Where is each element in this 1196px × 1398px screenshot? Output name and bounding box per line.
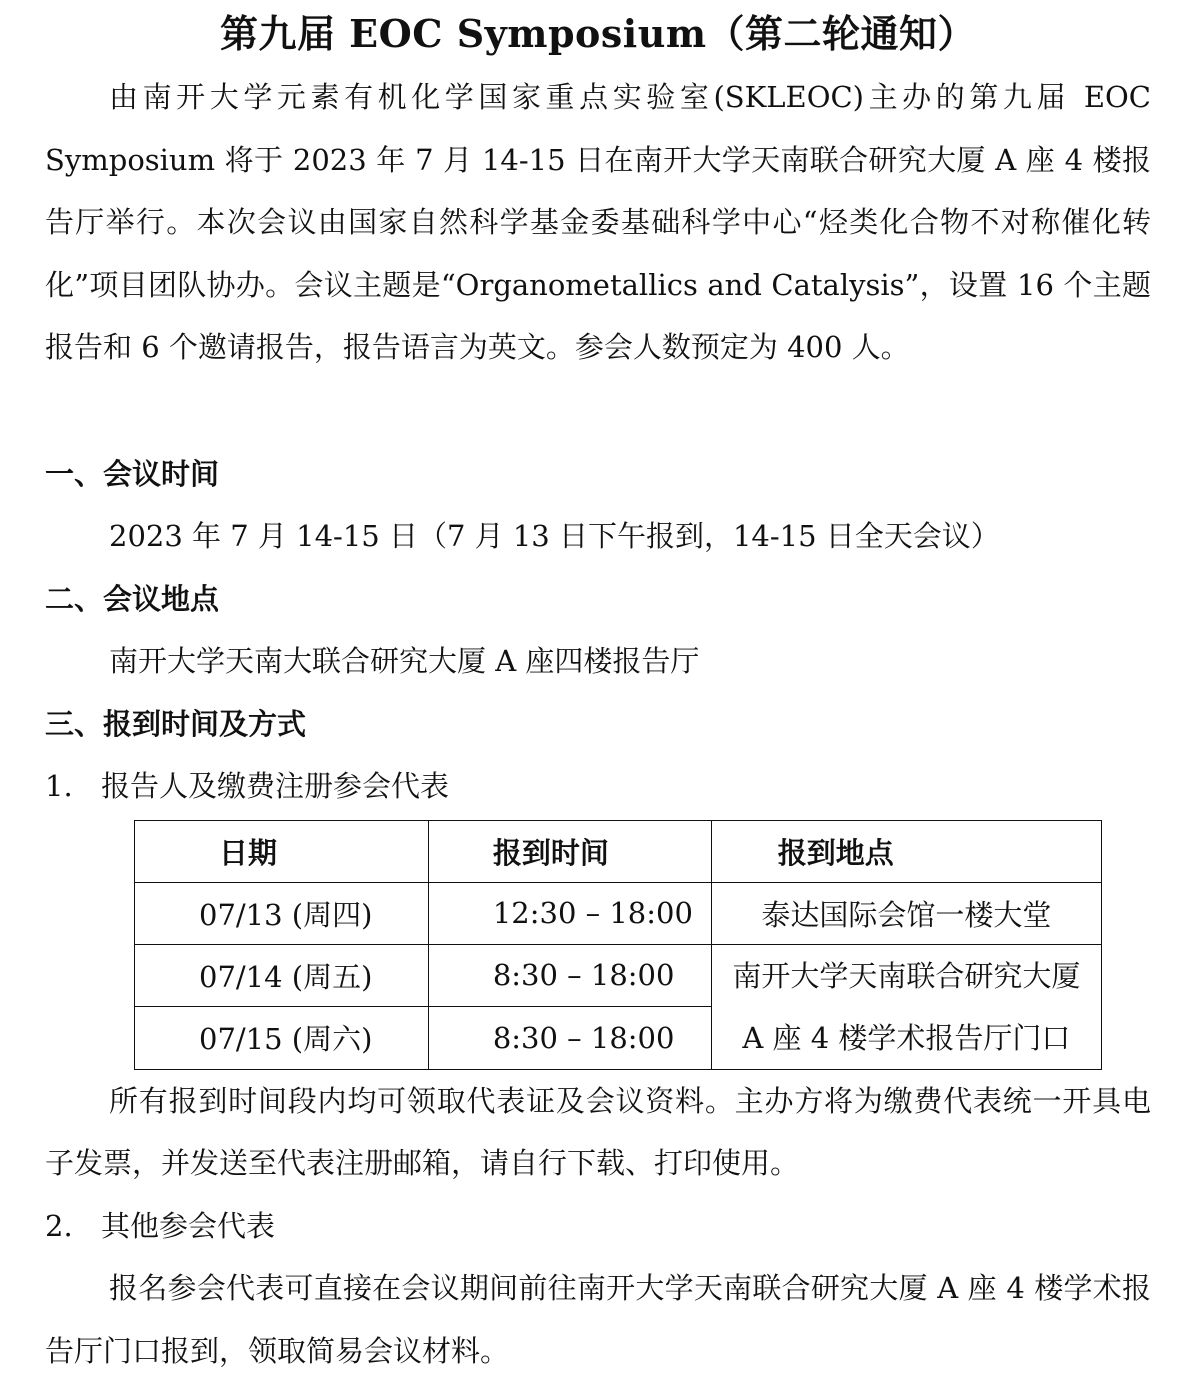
other-attendees-text: 报名参会代表可直接在会议期间前往南开大学天南联合研究大厦 A 座 4 楼学术报告厅门口报到，领取简易会议材料。 <box>45 1271 1151 1368</box>
meeting-time-text: 2023 年 7 月 14-15 日（7 月 13 日下午报到，14-15 日全天会议） <box>109 519 1000 553</box>
spacer <box>45 379 1151 443</box>
list-item-label: 报告人及缴费注册参会代表 <box>101 769 450 803</box>
list-number: 1. <box>45 769 73 803</box>
column-header-place: 报到地点 <box>711 820 1101 882</box>
merged-place-line: A 座 4 楼学术报告厅门口 <box>742 1020 1071 1055</box>
table-cell-time: 8:30 – 18:00 <box>428 1007 711 1070</box>
list-item-label: 其他参会代表 <box>101 1208 276 1243</box>
section-heading-registration: 三、报到时间及方式 <box>45 706 307 741</box>
table-cell-date: 07/13 (周四) <box>135 882 429 944</box>
registration-note: 所有报到时间段内均可领取代表证及会议资料。主办方将为缴费代表统一开具电子发票，并发送至代表注册邮箱，请自行下载、打印使用。 <box>45 1083 1151 1180</box>
table-cell-date: 07/14 (周五) <box>135 944 429 1007</box>
document-title: 第九届 EOC Symposium（第二轮通知） <box>219 11 977 56</box>
section-heading-venue: 二、会议地点 <box>45 581 220 616</box>
table-row <box>135 882 1102 944</box>
intro-paragraph: 由南开大学元素有机化学国家重点实验室(SKLEOC)主办的第九届 EOC Symposium 将于 2023 年 7 月 14-15 日在南开大学天南联合研究大厦 A 座 4 楼报告厅举行。本次会议由国家自然科学基金委基础科学中心“烃类化合物不对称催化转化”项目团队协办。会议主题是“Organometallics and Catalysis”，设置 16 个主题报告和 6 个邀请报告，报告语言为英文。参会人数预定为 400 人。 <box>45 80 1151 364</box>
list-item-speakers <box>45 755 1151 818</box>
section-heading-time: 一、会议时间 <box>45 456 220 491</box>
table-cell-time: 12:30 – 18:00 <box>428 882 711 944</box>
list-number: 2. <box>45 1208 73 1243</box>
column-header-time: 报到时间 <box>428 820 711 882</box>
table-cell-date: 07/15 (周六) <box>135 1007 429 1070</box>
column-header-date: 日期 <box>135 820 429 882</box>
registration-table <box>134 820 1102 1070</box>
table-cell-place-merged <box>711 944 1101 1069</box>
list-item-other-attendees <box>45 1195 1151 1258</box>
table-row <box>135 944 1102 1007</box>
meeting-venue-text: 南开大学天南大联合研究大厦 A 座四楼报告厅 <box>109 644 700 678</box>
table-cell-place: 泰达国际会馆一楼大堂 <box>711 882 1101 944</box>
document-page <box>45 0 1151 1382</box>
table-header-row <box>135 820 1102 882</box>
table-cell-time: 8:30 – 18:00 <box>428 944 711 1007</box>
merged-place-line: 南开大学天南联合研究大厦 <box>732 958 1081 993</box>
